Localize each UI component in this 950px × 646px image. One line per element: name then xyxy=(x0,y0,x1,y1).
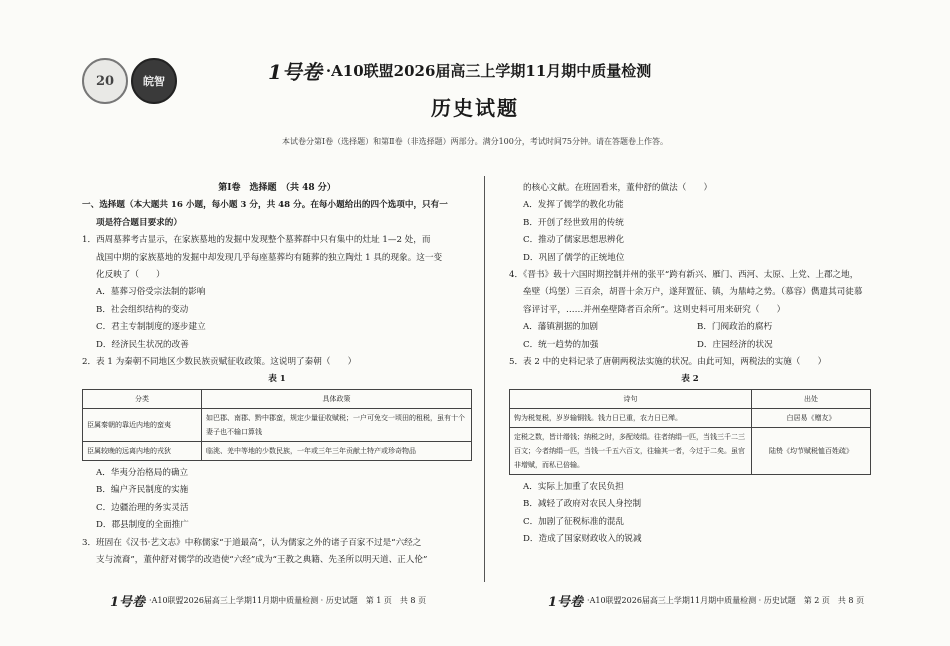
q3-option-b[interactable]: B．开创了经世致用的传统 xyxy=(523,217,624,228)
question-1 xyxy=(82,232,472,354)
section-intro-cont: 项是符合题目要求的） xyxy=(96,217,182,228)
q5-option-d[interactable]: D．造成了国家财政收入的锐减 xyxy=(523,534,642,545)
table-cell: 陆贽《均节赋税恤百姓疏》 xyxy=(752,427,871,474)
q4-options-row xyxy=(509,337,871,354)
brand-mark: 1号卷 xyxy=(268,60,322,84)
q4-option-c[interactable]: C．统一趋势的加强 xyxy=(523,339,599,350)
section-title: 第Ⅰ卷 选择题 （共 48 分） xyxy=(218,183,336,193)
q2-option-b[interactable]: B．编户齐民制度的实施 xyxy=(96,485,189,496)
question-3 xyxy=(82,535,472,570)
q1-line: 化反映了（ ） xyxy=(96,270,165,281)
q4-options-row xyxy=(509,319,871,336)
page-2-footer xyxy=(548,591,864,610)
q2-stem: 2．表 1 为秦朝不同地区少数民族贡赋征收政策。这说明了秦朝（ ） xyxy=(82,357,357,368)
question-2 xyxy=(82,354,472,534)
q1-line: 战国中期的家族墓地的发掘中却发现几乎每座墓葬均有随葬的独立陶灶 1 具的现象。这一变 xyxy=(96,252,443,263)
table-1-caption: 表 1 xyxy=(268,374,286,385)
table-row xyxy=(510,408,871,427)
q1-option-d[interactable]: D．经济民生状况的改善 xyxy=(96,339,189,350)
left-column xyxy=(82,180,472,569)
q2-option-c[interactable]: C．边疆治理的务实灵活 xyxy=(96,502,189,513)
section-intro: 一、选择题（本大题共 16 小题，每小题 3 分，共 48 分。在每小题给出的四个选项中，只有一 xyxy=(82,200,448,211)
table-cell: 钩为税复税，岁岁输铜钱。钱力日已重，农力日已殚。 xyxy=(510,408,752,427)
q3-cont: 的核心文献。在班固看来，董仲舒的做法（ ） xyxy=(523,183,713,193)
table-cell: 如巴郡、南郡、黔中郡蛮，规定少量征收赋税；一户可免交一顷田的租税，虽有十个妻子也不输口算钱 xyxy=(202,408,472,441)
table-header: 出处 xyxy=(752,389,871,408)
table-cell: 臣属秦朝的靠近内地的蛮夷 xyxy=(83,408,202,441)
q2-option-d[interactable]: D．郡县制度的全面推广 xyxy=(96,520,189,531)
table-1 xyxy=(82,389,472,461)
page-1-footer xyxy=(110,591,426,610)
table-header: 分类 xyxy=(83,389,202,408)
q1-option-a[interactable]: A．墓葬习俗受宗法制的影响 xyxy=(96,287,206,298)
q1-line: 1．西周墓葬考古显示，在家族墓地的发掘中发现整个墓葬群中只有集中的灶址 1—2 处，而 xyxy=(82,235,431,246)
q3-option-d[interactable]: D．巩固了儒学的正统地位 xyxy=(523,252,625,263)
exam-header xyxy=(268,56,698,85)
table-header: 具体政策 xyxy=(202,389,472,408)
q2-option-a[interactable]: A．华夷分治格局的确立 xyxy=(96,467,189,478)
question-5 xyxy=(509,354,871,548)
q4-option-d[interactable]: D．庄园经济的状况 xyxy=(697,339,773,350)
footer-text: ·A10联盟2026届高三上学期11月期中质量检测 · 历史试题 第 1 页 共 8 页 xyxy=(149,596,427,605)
table-2-caption: 表 2 xyxy=(681,374,699,385)
q3-option-c[interactable]: C．推动了儒家思想思辨化 xyxy=(523,235,625,246)
q5-option-a[interactable]: A．实际上加重了农民负担 xyxy=(523,481,624,492)
table-2 xyxy=(509,389,871,475)
q4-option-a[interactable]: A．藩镇割据的加剧 xyxy=(523,322,598,333)
q4-line: 垒壁（坞堡）三百余，胡晋十余万户，遂拜置征、镇，为鼎峙之势。（慕容）儁遣其司徒慕 xyxy=(523,287,863,298)
table-cell: 定税之数，皆计缗钱；纳税之时，多配绫绢。往者纳绢一匹，当钱三千二三百文；今者纳绢一匹，当钱一千五六百文，往输其一者，今过于二矣。虽官非增赋，而私已倍输。 xyxy=(510,427,752,474)
right-column xyxy=(509,180,871,549)
table-cell: 白居易《赠友》 xyxy=(752,408,871,427)
footer-text: ·A10联盟2026届高三上学期11月期中质量检测 · 历史试题 第 2 页 共 8 页 xyxy=(587,596,865,605)
alliance-logo-text: 20 xyxy=(95,73,115,89)
q3-line: 3．班固在《汉书·艺文志》中称儒家“于道最高”，认为儒家之外的诸子百家不过是“六经之 xyxy=(82,537,422,548)
education-logo-text: 皖智 xyxy=(143,75,165,88)
q4-line: 容评讨平，……并州垒壁降者百余所”。这则史料可用来研究（ ） xyxy=(523,304,786,315)
column-divider xyxy=(484,176,485,582)
q5-stem: 5．表 2 中的史料记录了唐朝两税法实施的状况。由此可知，两税法的实施（ ） xyxy=(509,357,827,368)
q5-option-c[interactable]: C．加剧了征税标准的混乱 xyxy=(523,516,625,527)
q4-option-b[interactable]: B．门阀政治的腐朽 xyxy=(697,322,773,333)
table-row xyxy=(83,408,472,441)
q1-option-c[interactable]: C．君主专制制度的逐步建立 xyxy=(96,322,206,333)
q3-line: 支与流裔”，董仲舒对儒学的改造使“六经”成为“王教之典籍、先圣所以明天道、正人伦” xyxy=(96,554,428,565)
exam-title: ·A10联盟2026届高三上学期11月期中质量检测 xyxy=(325,62,652,80)
table-header: 诗句 xyxy=(510,389,752,408)
table-cell: 临洮、羌中等地的少数民族，一年或三年三年贡献土特产或珍奇物品 xyxy=(202,441,472,460)
q1-option-b[interactable]: B．社会组织结构的变动 xyxy=(96,304,189,315)
footer-brand-mark: 1号卷 xyxy=(110,595,146,610)
question-4 xyxy=(509,267,871,354)
q4-line: 4．《晋书》载十六国时期控制并州的张平“跨有新兴、雁门、西河、太原、上党、上郡之地， xyxy=(509,270,859,281)
footer-brand-mark: 1号卷 xyxy=(548,595,584,610)
subject-title: 历史试题 xyxy=(431,96,519,120)
table-row xyxy=(83,441,472,460)
table-cell: 臣属较晚的远离内地的戎狄 xyxy=(83,441,202,460)
q5-option-b[interactable]: B．减轻了政府对农民人身控制 xyxy=(523,499,642,510)
exam-instructions: 本试卷分第Ⅰ卷（选择题）和第Ⅱ卷（非选择题）两部分。满分100分，考试时间75分钟。请在答题卷上作答。 xyxy=(281,137,669,146)
table-row xyxy=(510,427,871,474)
q3-option-a[interactable]: A．发挥了儒学的教化功能 xyxy=(523,200,624,211)
